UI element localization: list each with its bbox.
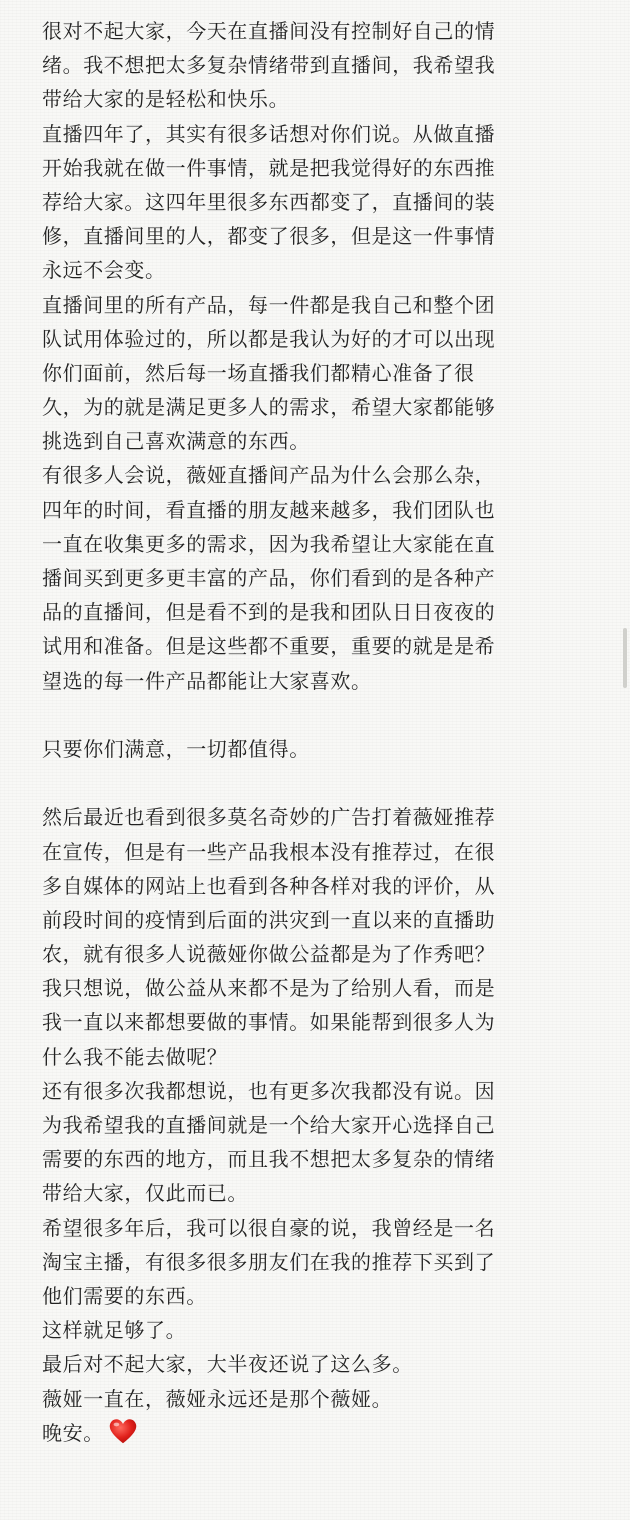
text-line xyxy=(42,629,598,663)
line-text: 品的直播间，但是看不到的是我和团队日日夜夜的 xyxy=(42,600,496,625)
line-text: 四年的时间，看直播的朋友越来越多，我们团队也 xyxy=(42,497,496,522)
note-text xyxy=(42,14,598,1450)
line-text: 薇娅一直在，薇娅永远还是那个薇娅。 xyxy=(42,1386,393,1411)
text-line xyxy=(42,1005,598,1039)
line-text: 望选的每一件产品都能让大家喜欢。 xyxy=(42,668,372,693)
text-line xyxy=(42,527,598,561)
text-line xyxy=(42,288,598,322)
red-heart-icon xyxy=(108,1416,138,1446)
text-line xyxy=(42,1142,598,1176)
line-text: 永远不会变。 xyxy=(42,258,166,283)
line-text: 农，就有很多人说薇娅你做公益都是为了作秀吧？ xyxy=(42,942,496,967)
line-text: 队试用体验过的，所以都是我认为好的才可以出现 xyxy=(42,326,496,351)
text-line xyxy=(42,185,598,219)
line-text: 前段时间的疫情到后面的洪灾到一直以来的直播助 xyxy=(42,907,496,932)
line-text: 绪。我不想把太多复杂情绪带到直播间，我希望我 xyxy=(42,53,496,78)
text-line xyxy=(42,82,598,116)
text-line xyxy=(42,1347,598,1381)
text-line xyxy=(42,903,598,937)
blank-line xyxy=(42,766,598,800)
line-text: 什么我不能去做呢？ xyxy=(42,1044,228,1069)
text-line xyxy=(42,1176,598,1210)
line-text: 还有很多次我都想说，也有更多次我都没有说。因 xyxy=(42,1078,496,1103)
text-line xyxy=(42,493,598,527)
line-text: 我只想说，做公益从来都不是为了给别人看，而是 xyxy=(42,976,496,1001)
text-line xyxy=(42,219,598,253)
text-line xyxy=(42,1416,598,1450)
line-text: 在宣传，但是有一些产品我根本没有推荐过，在很 xyxy=(42,839,496,864)
text-line xyxy=(42,424,598,458)
blank-line xyxy=(42,698,598,732)
line-text: 有很多人会说，薇娅直播间产品为什么会那么杂， xyxy=(42,463,496,488)
text-line xyxy=(42,356,598,390)
text-line xyxy=(42,561,598,595)
line-text: 只要你们满意，一切都值得。 xyxy=(42,736,310,761)
line-text: 你们面前，然后每一场直播我们都精心准备了很 xyxy=(42,360,475,385)
line-text: 我一直以来都想要做的事情。如果能帮到很多人为 xyxy=(42,1010,496,1035)
line-text: 很对不起大家，今天在直播间没有控制好自己的情 xyxy=(42,19,496,43)
text-line xyxy=(42,1313,598,1347)
line-text: 试用和准备。但是这些都不重要，重要的就是是希 xyxy=(42,634,496,659)
line-text: 直播四年了，其实有很多话想对你们说。从做直播 xyxy=(42,121,496,146)
text-line xyxy=(42,595,598,629)
line-text: 修，直播间里的人，都变了很多，但是这一件事情 xyxy=(42,224,496,249)
text-line xyxy=(42,458,598,492)
text-line xyxy=(42,664,598,698)
text-line xyxy=(42,835,598,869)
line-text: 为我希望我的直播间就是一个给大家开心选择自己 xyxy=(42,1113,496,1137)
text-line xyxy=(42,732,598,766)
text-line xyxy=(42,1040,598,1074)
line-text: 直播间里的所有产品，每一件都是我自己和整个团 xyxy=(42,292,496,317)
line-text: 播间买到更多更丰富的产品，你们看到的是各种产 xyxy=(42,566,496,590)
line-text: 荐给大家。这四年里很多东西都变了，直播间的装 xyxy=(42,189,496,214)
text-line xyxy=(42,1211,598,1245)
line-text: 他们需要的东西。 xyxy=(42,1283,207,1308)
text-line xyxy=(42,1245,598,1279)
text-line xyxy=(42,1382,598,1416)
line-text: 久，为的就是满足更多人的需求，希望大家都能够 xyxy=(42,395,496,420)
text-line xyxy=(42,1074,598,1108)
line-text: 这样就足够了。 xyxy=(42,1318,187,1343)
line-text: 挑选到自己喜欢满意的东西。 xyxy=(42,429,310,454)
text-line xyxy=(42,253,598,287)
text-line xyxy=(42,971,598,1005)
line-text: 需要的东西的地方，而且我不想把太多复杂的情绪 xyxy=(42,1147,496,1172)
text-line xyxy=(42,1279,598,1313)
text-line xyxy=(42,800,598,834)
line-text: 最后对不起大家，大半夜还说了这么多。 xyxy=(42,1352,413,1377)
line-text: 一直在收集更多的需求，因为我希望让大家能在直 xyxy=(42,531,496,556)
line-text: 然后最近也看到很多莫名奇妙的广告打着薇娅推荐 xyxy=(42,805,496,830)
text-line xyxy=(42,390,598,424)
text-line xyxy=(42,48,598,82)
line-text: 多自媒体的网站上也看到各种各样对我的评价，从 xyxy=(42,873,496,898)
text-line xyxy=(42,322,598,356)
text-line xyxy=(42,1108,598,1142)
text-line xyxy=(42,151,598,185)
scroll-indicator[interactable] xyxy=(623,628,627,688)
text-line xyxy=(42,14,598,48)
text-line xyxy=(42,117,598,151)
line-text: 带给大家，仅此而已。 xyxy=(42,1181,248,1206)
text-line xyxy=(42,937,598,971)
text-line xyxy=(42,869,598,903)
line-text: 淘宝主播，有很多很多朋友们在我的推荐下买到了 xyxy=(42,1249,496,1274)
line-text: 晚安。 xyxy=(42,1420,104,1445)
line-text: 希望很多年后，我可以很自豪的说，我曾经是一名 xyxy=(42,1215,496,1240)
line-text: 带给大家的是轻松和快乐。 xyxy=(42,87,290,112)
line-text: 开始我就在做一件事情，就是把我觉得好的东西推 xyxy=(42,155,496,180)
